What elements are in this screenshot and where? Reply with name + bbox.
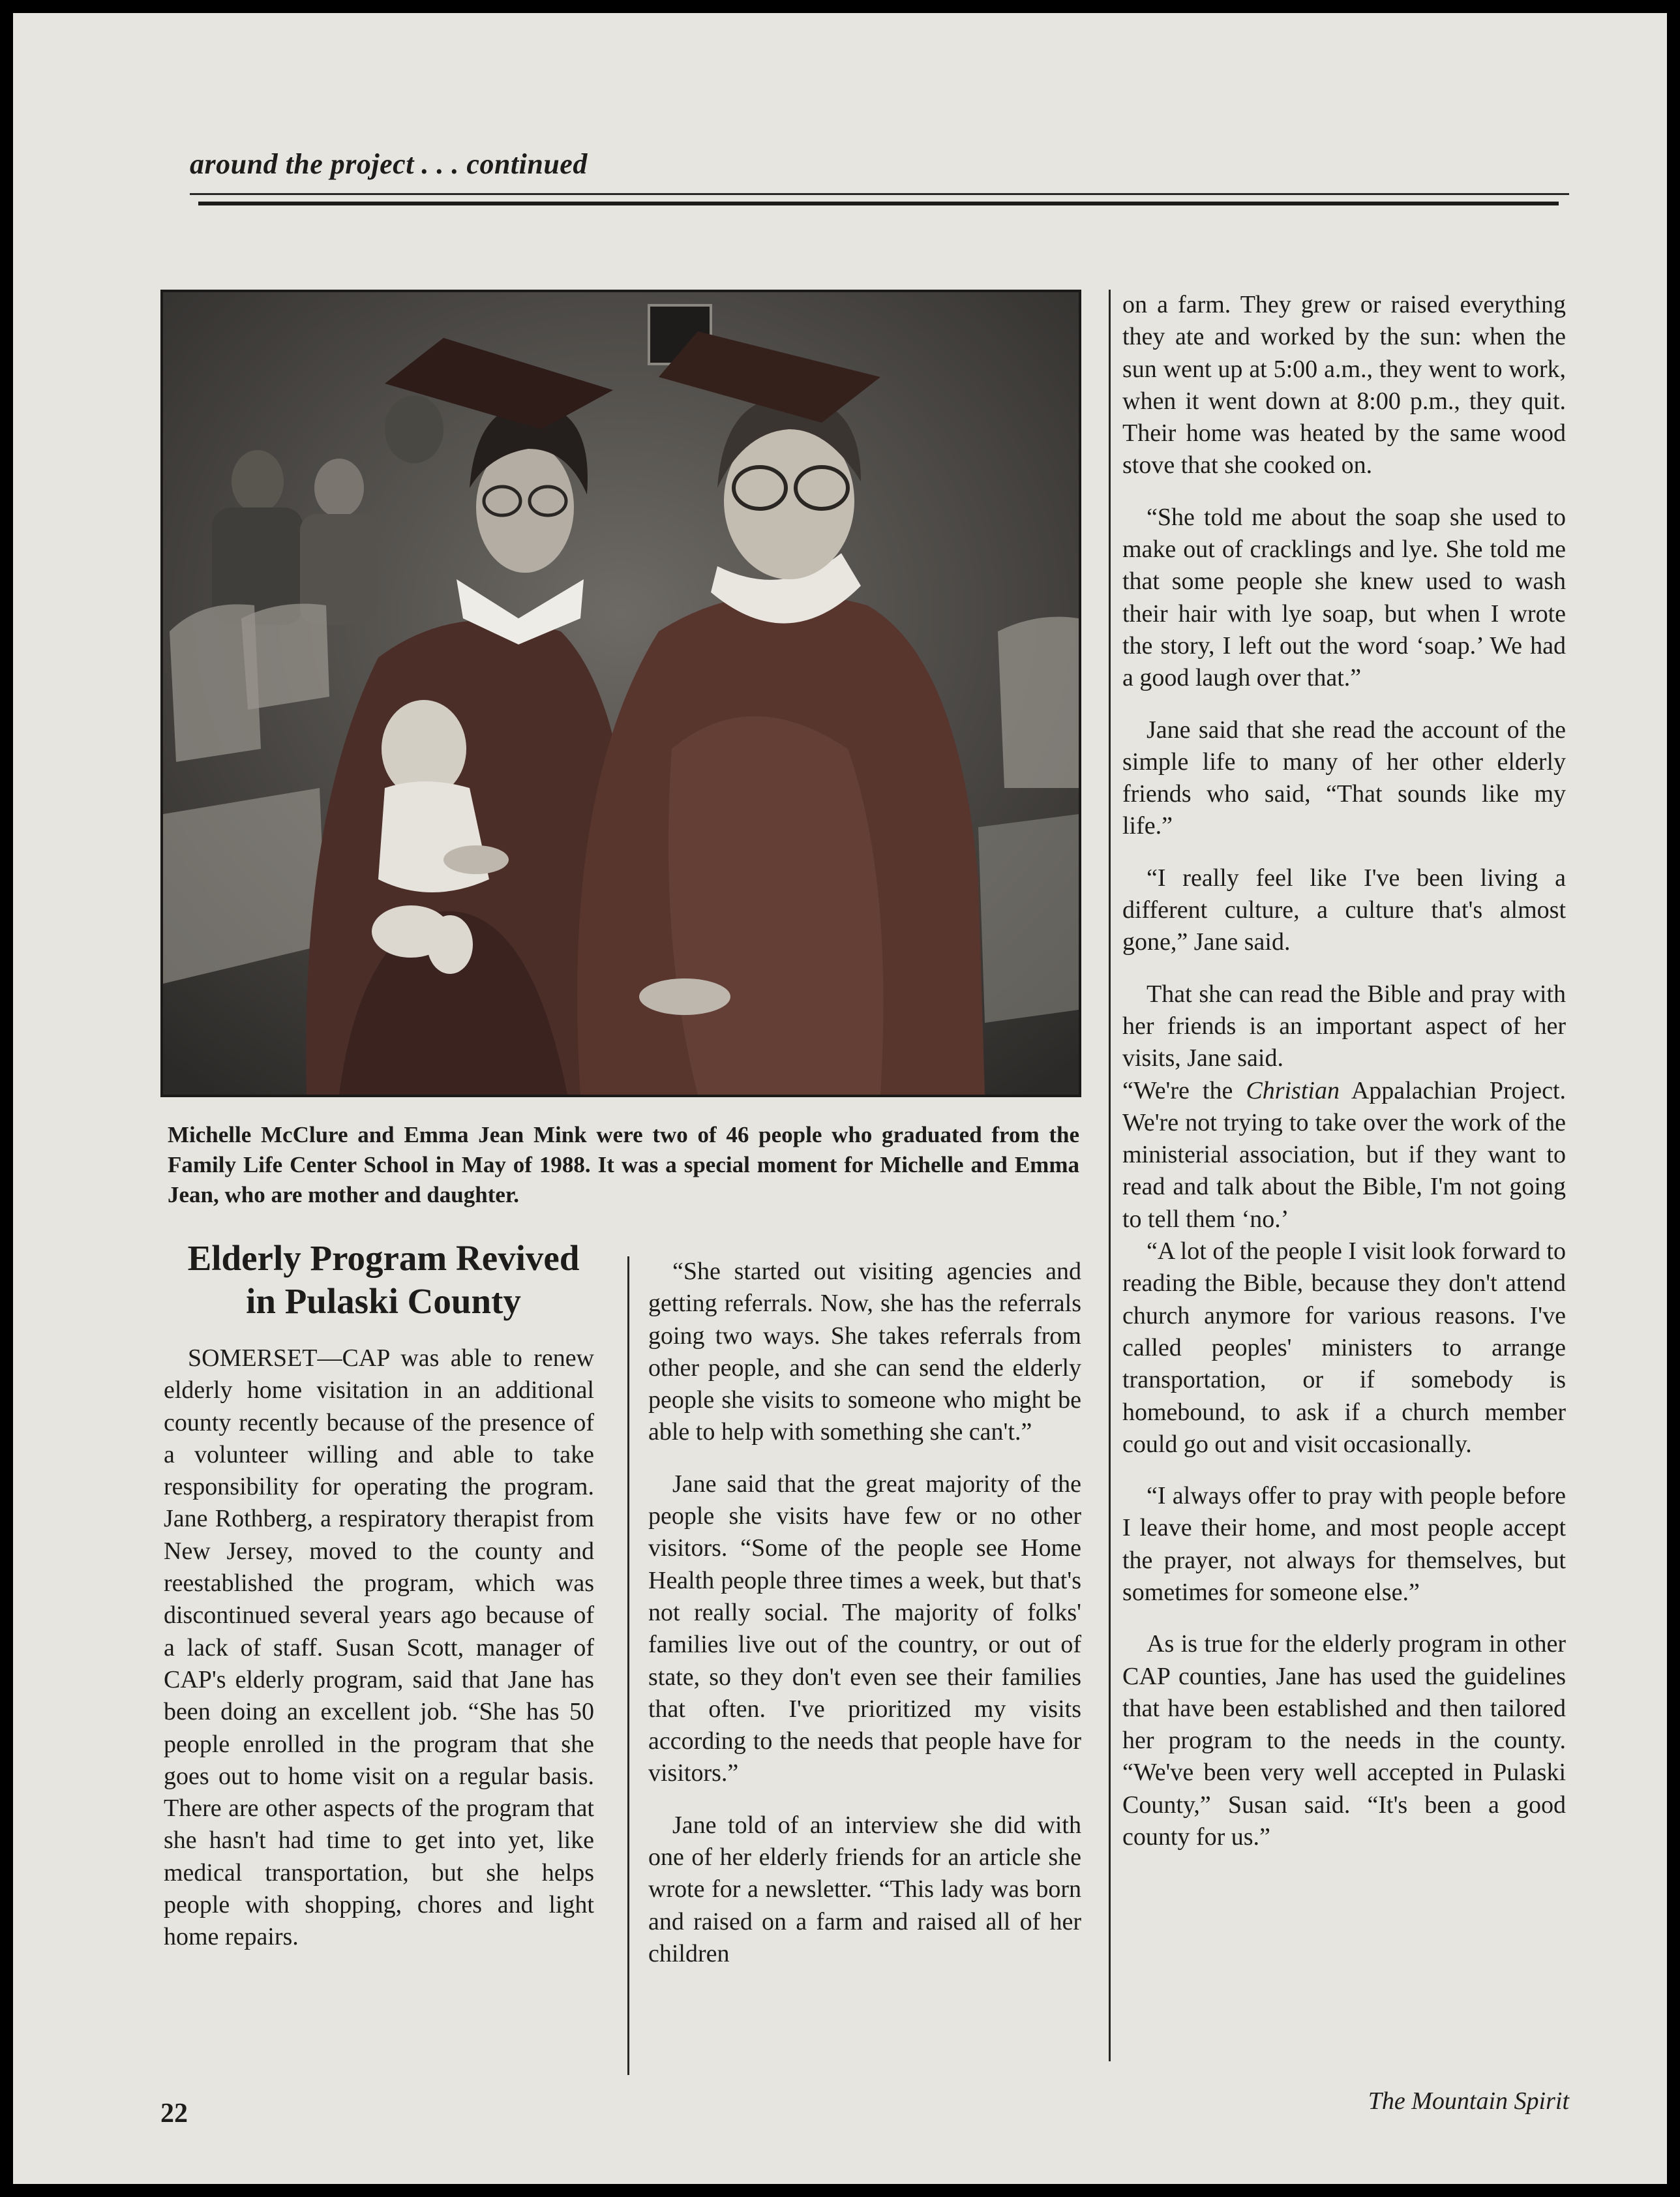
photo-illustration	[163, 292, 1079, 1095]
article-column-1	[164, 1342, 594, 1954]
paragraph: “I really feel like I've been living a different culture, a culture that's almost gone,” Jane said.	[1122, 864, 1566, 956]
headline-line-2: in Pulaski County	[246, 1281, 521, 1321]
headline-line-1: Elderly Program Revived	[187, 1238, 580, 1278]
publication-name: The Mountain Spirit	[1368, 2087, 1569, 2115]
article-headline	[160, 1237, 607, 1323]
header-rule	[190, 193, 1569, 195]
paragraph: Jane told of an interview she did with one of her elderly friends for an article she wrote for a newsletter. “This lady was born and raised on a farm and raised all of her children	[648, 1811, 1081, 1967]
page-number: 22	[160, 2099, 188, 2129]
paragraph-christian	[1122, 1075, 1566, 1235]
article-column-2	[648, 1256, 1081, 1970]
paragraph: As is true for the elderly program in other CAP counties, Jane has used the guidelines that have been established and then tailored her program to the needs in the county. “We've been very well accepted in Pulaski County,” Susan said. “It's been a good county for us.”	[1122, 1630, 1566, 1851]
graduation-photo	[160, 290, 1081, 1097]
article-column-3	[1122, 289, 1566, 1853]
header-rule-thick	[198, 202, 1559, 205]
photo-caption: Michelle McClure and Emma Jean Mink were two of 46 people who graduated from the Family Life Center School in May of 1988. It was a special moment for Michelle and Emma Jean, who are mother and daughter.	[168, 1122, 1079, 1207]
paragraph: SOMERSET—CAP was able to renew elderly home visitation in an additional county recently because of the presence of a volunteer willing and able to take responsibility for operating the program. Jane Rothberg, a respiratory therapist from New Jersey, moved to the county and reestablished the program, which was discontinued several years ago because of a lack of staff. Susan Scott, manager of CAP's elderly program, said that Jane has been doing an excellent job. “She has 50 people enrolled in the program that she goes out to home visit on a regular basis. There are other aspects of the program that she hasn't had time to get into yet, like medical transportation, but she helps people with shopping, chores and light home repairs.	[164, 1344, 594, 1951]
italic-text: Christian	[1246, 1076, 1340, 1104]
paragraph: “A lot of the people I visit look forward to reading the Bible, because they don't attend church anymore for various reasons. I've called peoples' ministers to arrange transportation, or if somebody is homebound, to ask if a church member could go out and visit occasionally.	[1122, 1237, 1566, 1458]
column-rule	[627, 1256, 629, 2075]
paragraph: That she can read the Bible and pray with her friends is an important aspect of her visits, Jane said.	[1122, 980, 1566, 1072]
section-header: around the project . . . continued	[190, 148, 588, 180]
paragraph: on a farm. They grew or raised everything they ate and worked by the sun: when the sun went up at 5:00 a.m., they went to work, when it went down at 8:00 p.m., they quit. Their home was heated by the same wood stove that she cooked on.	[1122, 291, 1566, 479]
magazine-page	[13, 13, 1667, 2184]
text-run: “We're the	[1122, 1076, 1246, 1104]
paragraph: Jane said that she read the account of the simple life to many of her other elderly friends who said, “That sounds like my life.”	[1122, 716, 1566, 840]
paragraph: “I always offer to pray with people before I leave their home, and most people accept the prayer, not always for themselves, but sometimes for someone else.”	[1122, 1482, 1566, 1606]
paragraph: “She told me about the soap she used to make out of cracklings and lye. She told me that some people she knew used to wash their hair with lye soap, but when I wrote the story, I left out the word ‘soap.’ We had a good laugh over that.”	[1122, 503, 1566, 692]
paragraph: Jane said that the great majority of the people she visits have few or no other visitors. “Some of the people see Home Health people three times a week, but that's not really social. The majority of folks' families live out of the country, or out of state, so they don't even see their families that often. I've prioritized my visits according to the needs that people have for visitors.”	[648, 1470, 1081, 1787]
text-run: Appalachian Project. We're not trying to take over the work of the ministerial association, but if they want to read and talk about the Bible, I'm not going to tell them ‘no.’	[1122, 1076, 1566, 1233]
paragraph: “She started out visiting agencies and getting referrals. Now, she has the referrals going two ways. She takes referrals from other people, and she can send the elderly people she visits to someone who might be able to help with something she can't.”	[648, 1258, 1081, 1446]
column-rule	[1109, 290, 1111, 2061]
